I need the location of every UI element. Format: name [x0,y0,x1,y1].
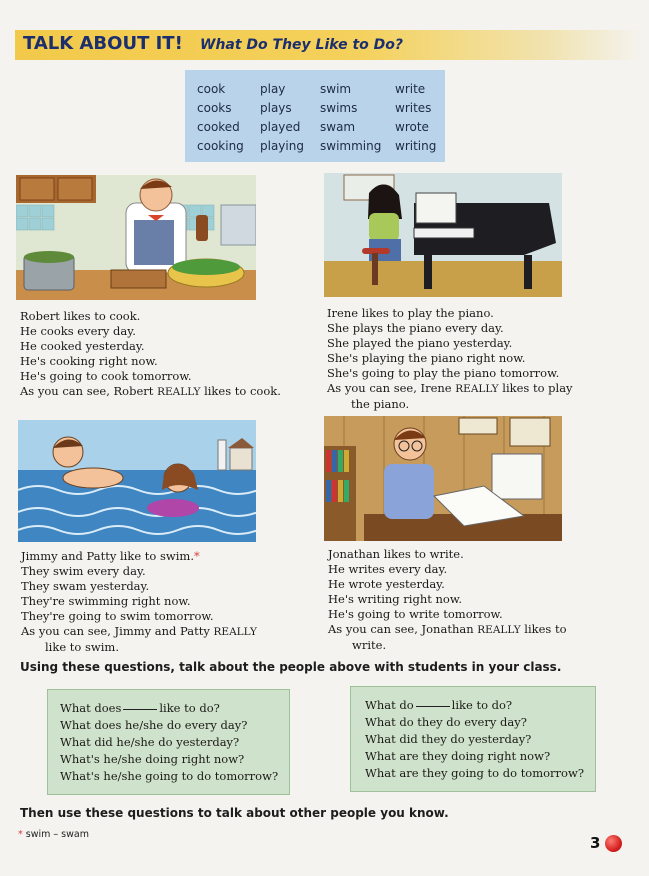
story-line: He cooks every day. [20,324,136,338]
page-title: TALK ABOUT IT! [23,33,183,54]
summary-text: As you can see, Robert [20,384,158,398]
story-line: They're swimming right now. [21,594,191,608]
question-text: like to do? [451,698,513,712]
instruction-discuss: Using these questions, talk about the people above with students in your class. [20,660,562,674]
story-first-line: Jimmy and Patty like to swim. [21,549,194,563]
story-line: He's writing right now. [328,592,462,606]
verb-column-swim [320,80,381,156]
really-emphasis: REALLY [455,383,499,395]
question-line: What does he/she do every day? [60,718,248,732]
question-line: What's he/she going to do tomorrow? [60,769,279,783]
story-continuation: like to swim. [45,640,119,654]
verb-cell: played [260,120,301,134]
story-line: Robert likes to cook. [20,309,141,323]
verb-column-write [395,80,436,156]
verb-cell: writing [395,139,437,153]
page-subtitle: What Do They Like to Do? [200,37,403,53]
jimmy-patty-story [21,549,257,655]
story-summary-line [328,622,567,638]
summary-text: As you can see, Jonathan [328,622,478,636]
question-line: What's he/she doing right now? [60,752,245,766]
story-line: They swim every day. [21,564,146,578]
story-line: He's going to cook tomorrow. [20,369,192,383]
story-summary-line [327,381,573,397]
robert-story [20,309,281,400]
footnote-star: * [18,829,23,840]
summary-text: likes to play [498,381,573,395]
jonathan-writing-illustration [324,416,562,541]
really-emphasis: REALLY [213,626,257,638]
story-line: She's going to play the piano tomorrow. [327,366,560,380]
header-banner [15,30,642,60]
irene-story [327,306,573,412]
story-line: He cooked yesterday. [20,339,145,353]
question-line: What did he/she do yesterday? [60,735,240,749]
question-text: What does [60,701,122,715]
question-line: What did they do yesterday? [365,732,532,746]
story-summary-line [20,384,281,400]
swimming-illustration [18,420,256,542]
summary-text: likes to cook. [200,384,281,398]
fill-in-blank [123,709,157,710]
verb-cell: swimming [320,139,382,153]
question-line: What are they going to do tomorrow? [365,766,584,780]
verb-column-cook [197,80,244,156]
story-continuation: write. [352,638,387,652]
question-text: like to do? [159,701,220,715]
question-line [365,697,595,714]
verb-forms-table [185,70,445,162]
verb-cell: cooks [197,101,232,115]
verb-cell: swim [320,82,352,96]
story-line: She played the piano yesterday. [327,336,513,350]
page-number: 3 [590,834,601,852]
question-line [60,700,289,717]
verb-cell: cook [197,82,226,96]
verb-cell: write [395,82,426,96]
summary-text: As you can see, Irene [327,381,456,395]
story-line: He's going to write tomorrow. [328,607,503,621]
story-continuation: the piano. [351,397,410,411]
questions-box-plural [350,686,596,792]
instruction-others: Then use these questions to talk about other people you know. [20,806,449,820]
story-line [21,549,257,564]
story-line: He wrote yesterday. [328,577,445,591]
story-line: Irene likes to play the piano. [327,306,494,320]
really-emphasis: REALLY [157,386,201,398]
story-line: She's playing the piano right now. [327,351,526,365]
robert-cooking-illustration [16,175,256,300]
questions-box-singular [47,689,290,795]
question-line: What are they doing right now? [365,749,551,763]
story-line: They're going to swim tomorrow. [21,609,214,623]
verb-cell: wrote [395,120,429,134]
question-line: What do they do every day? [365,715,527,729]
question-text: What do [365,698,414,712]
story-line: He writes every day. [328,562,448,576]
story-line: She plays the piano every day. [327,321,504,335]
verb-cell: plays [260,101,292,115]
summary-text: As you can see, Jimmy and Patty [21,624,214,638]
red-dot-icon [605,835,622,852]
verb-cell: playing [260,139,304,153]
verb-cell: cooking [197,139,244,153]
verb-cell: cooked [197,120,240,134]
irene-piano-illustration [324,173,562,297]
jonathan-story [328,547,567,653]
story-summary-line [21,624,257,640]
story-line: He's cooking right now. [20,354,158,368]
story-line: Jonathan likes to write. [328,547,464,561]
footnote-star: * [193,549,200,563]
really-emphasis: REALLY [477,624,521,636]
verb-cell: play [260,82,286,96]
footnote-text: swim – swam [22,829,89,840]
verb-column-play [260,80,304,156]
verb-cell: swam [320,120,356,134]
story-line: They swam yesterday. [21,579,150,593]
fill-in-blank [416,706,450,707]
summary-text: likes to [520,622,567,636]
verb-cell: swims [320,101,358,115]
footnote [18,829,89,840]
verb-cell: writes [395,101,432,115]
